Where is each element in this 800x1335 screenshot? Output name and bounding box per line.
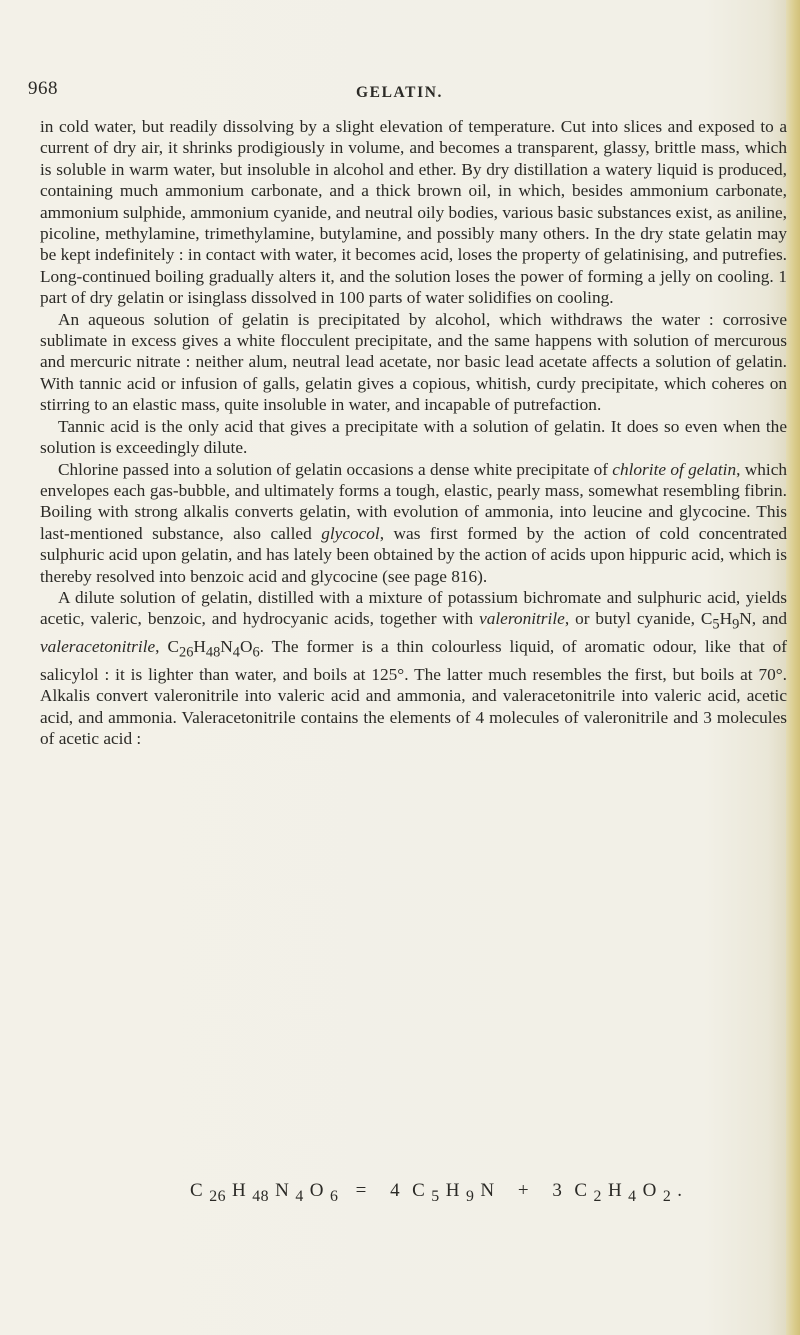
paragraph-4: [40, 459, 787, 587]
paragraph-5-text-g: N: [220, 637, 233, 657]
paragraph-5-text-e: , C: [155, 637, 179, 657]
running-title: GELATIN.: [356, 84, 444, 101]
equation-term-2: 3 C $_2$ H $_4$ O $_2$ .: [552, 1180, 683, 1205]
paragraph-5-text-f: H: [193, 637, 206, 657]
paragraph-4-text-a: Chlorine passed into a solution of gelatin occasions a dense white precipitate of: [58, 459, 613, 479]
paragraph-5: [40, 587, 787, 750]
paragraph-5-text-i: . The former is a thin colourless liquid, of aromatic odour, like that of salicylol : it is lighter than water, and boils at 125°. The latter much resembles the first, but boils at 70°. Alkalis convert valeronitrile into valeric acid and ammonia, and valeracetonitrile into valeric acid, acetic acid, and ammonia. Valeracetonitrile contains the elements of 4 molecules of valeronitrile and 3 molecules of acetic acid :: [40, 637, 787, 749]
paragraph-4-text-b: , which envelopes each gas-bubble, and ultimately forms a tough, elastic, pearly mass, somewhat resembling fibrin. Boiling with strong alkalis converts gelatin, with evolution of ammonia, into leucine and glycocine. This last-mentioned substance, also called: [40, 459, 788, 543]
subscript: 6: [252, 644, 260, 661]
paragraph-5-text-c: H: [719, 609, 733, 629]
page-edge-discoloration: [786, 0, 800, 1335]
equation-term-1: 4 C $_5$ H $_9$ N: [390, 1180, 495, 1205]
paragraph-5-text-b: , or butyl cyanide, C: [564, 609, 713, 629]
paragraph-1: in cold water, but readily dissolving by a slight elevation of temperature. Cut into slices and exposed to a current of dry air, it shrinks prodigiously in volume, and becomes a transparent, glassy, brittle mass, which is soluble in warm water, but insoluble in alcohol and ether. By dry distillation a watery liquid is produced, containing much ammonium carbonate, and a thick brown oil, in which, besides ammonium carbonate, ammonium sulphide, ammonium cyanide, and neutral oily bodies, various basic substances exist, as aniline, picoline, methylamine, trimethylamine, butylamine, and possibly many others. In the dry state gelatin may be kept indefinitely : in contact with water, it becomes acid, loses the property of gelatinising, and putrefies. Long-continued boiling gradually alters it, and the solution loses the power of forming a jelly on cooling. 1 part of dry gelatin or isinglass dissolved in 100 parts of water solidifies on cooling.: [40, 117, 787, 308]
equation-lhs: C $_{26}$ H $_{48}$ N $_4$ O $_6$: [190, 1180, 339, 1205]
subscript: 26: [179, 644, 194, 661]
subscript: 4: [232, 644, 240, 661]
term-chlorite-of-gelatin: chlorite of gelatin: [612, 459, 737, 479]
paragraph-5-text-h: O: [239, 637, 253, 657]
equals-sign: =: [355, 1180, 367, 1201]
term-valeracetonitrile: valeracetonitrile: [40, 637, 156, 657]
subscript: 5: [712, 616, 720, 633]
subscript: 9: [732, 616, 740, 633]
paragraph-4-text-c: , was first formed by the action of cold concentrated sulphuric acid upon gelatin, and has lately been obtained by the action of acids upon hippuric acid, which is thereby resolved into benzoic acid and glycocine (see page 816).: [40, 523, 788, 586]
page-number: 968: [28, 78, 58, 99]
subscript: 48: [205, 644, 221, 661]
chemical-equation: [178, 1180, 695, 1206]
body-text: [40, 116, 787, 750]
paragraph-3: Tannic acid is the only acid that gives a precipitate with a solution of gelatin. It does so even when the solution is exceedingly dilute.: [40, 416, 787, 458]
paragraph-2: An aqueous solution of gelatin is precipitated by alcohol, which withdraws the water : corrosive sublimate in excess gives a white flocculent precipitate, and the same happens with solution of mercurous and mercuric nitrate : neither alum, neutral lead acetate, nor basic lead acetate affects a solution of gelatin. With tannic acid or infusion of galls, gelatin gives a copious, whitish, curdy precipitate, which coheres on stirring to an elastic mass, quite insoluble in water, and incapable of putrefaction.: [40, 309, 787, 415]
plus-sign: +: [517, 1180, 530, 1201]
paragraph-5-text-a: A dilute solution of gelatin, distilled with a mixture of potassium bichromate and sulphuric acid, yields acetic, valeric, benzoic, and hydrocyanic acids, together with: [40, 587, 787, 629]
term-glycocol: glycocol: [321, 523, 380, 543]
term-valeronitrile: valeronitrile: [479, 609, 565, 629]
paragraph-5-text-d: N, and: [739, 609, 787, 629]
